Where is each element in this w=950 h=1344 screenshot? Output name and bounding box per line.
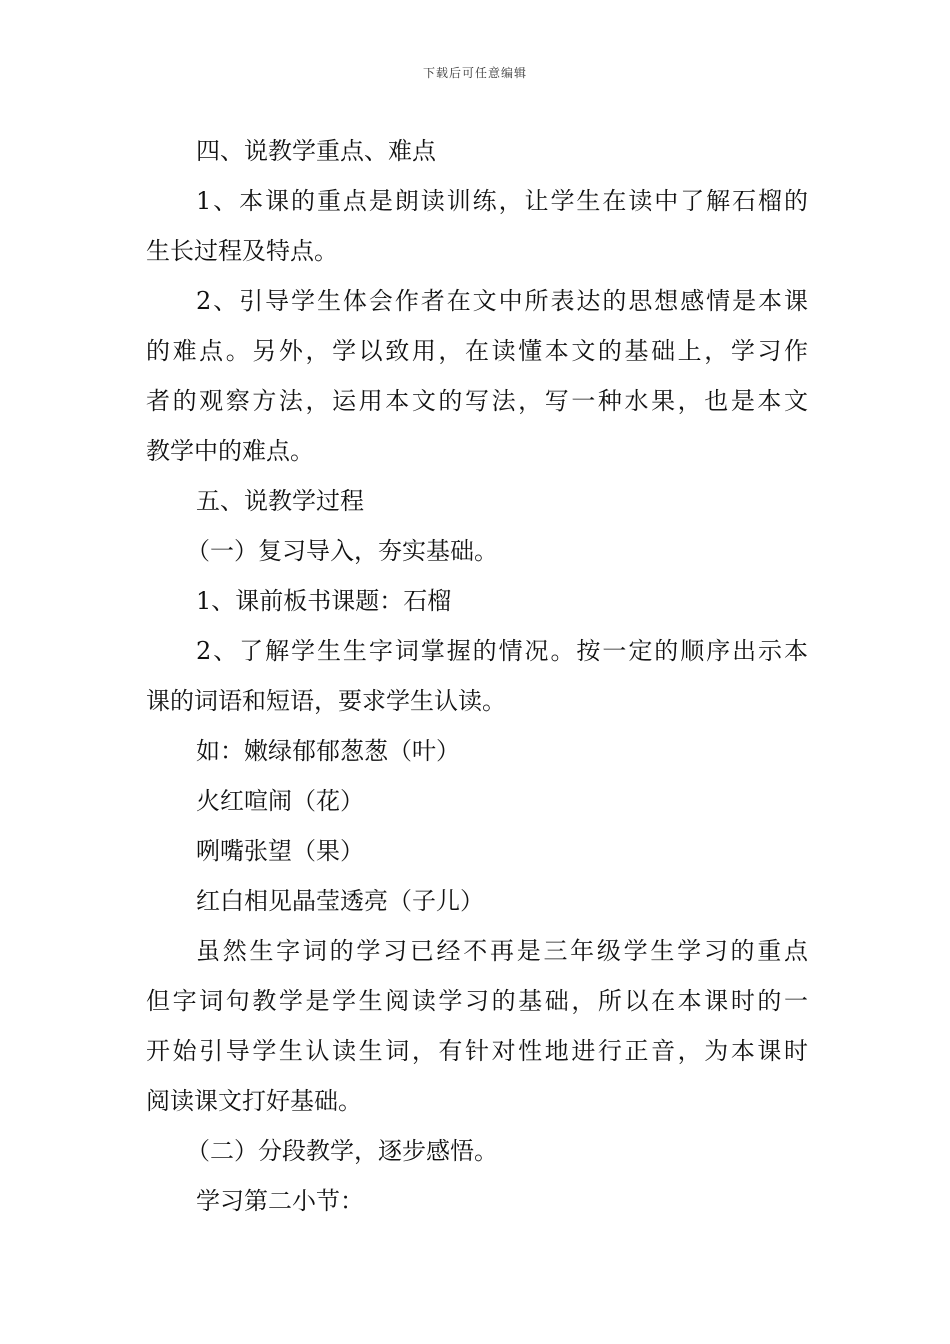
- section-heading-5: 五、说教学过程: [196, 487, 364, 515]
- example-line: 咧嘴张望（果）: [196, 837, 364, 865]
- paragraph-line: 2、引导学生体会作者在文中所表达的思想感情是本课: [196, 287, 808, 315]
- section-heading-4: 四、说教学重点、难点: [196, 137, 436, 165]
- paragraph-line: 的难点。另外，学以致用，在读懂本文的基础上，学习作: [146, 337, 808, 365]
- paragraph-line: 教学中的难点。: [146, 437, 314, 465]
- paragraph-line: 阅读课文打好基础。: [146, 1087, 362, 1115]
- paragraph-line: 虽然生字词的学习已经不再是三年级学生学习的重点: [196, 937, 808, 965]
- paragraph-line: 者的观察方法，运用本文的写法，写一种水果，也是本文: [146, 387, 808, 415]
- example-line: 红白相见晶莹透亮（子儿）: [196, 887, 484, 915]
- page-header-note: 下载后可任意编辑: [422, 66, 527, 80]
- document-body: [146, 126, 808, 1226]
- paragraph-line: 课的词语和短语，要求学生认读。: [146, 687, 506, 715]
- paragraph-line: 开始引导学生认读生词，有针对性地进行正音，为本课时: [146, 1037, 808, 1065]
- subheading: （一）复习导入，夯实基础。: [186, 537, 498, 565]
- list-item: 1、课前板书课题：石榴: [196, 587, 452, 615]
- example-line: 如：嫩绿郁郁葱葱（叶）: [196, 737, 460, 765]
- paragraph-line: 但字词句教学是学生阅读学习的基础，所以在本课时的一: [146, 987, 808, 1015]
- paragraph-line: 学习第二小节：: [196, 1187, 364, 1215]
- example-line: 火红喧闹（花）: [196, 787, 364, 815]
- paragraph-line: 1、本课的重点是朗读训练，让学生在读中了解石榴的: [196, 187, 808, 215]
- paragraph-line: 2、了解学生生字词掌握的情况。按一定的顺序出示本: [196, 637, 808, 665]
- paragraph-line: 生长过程及特点。: [146, 237, 338, 265]
- subheading: （二）分段教学，逐步感悟。: [186, 1137, 498, 1165]
